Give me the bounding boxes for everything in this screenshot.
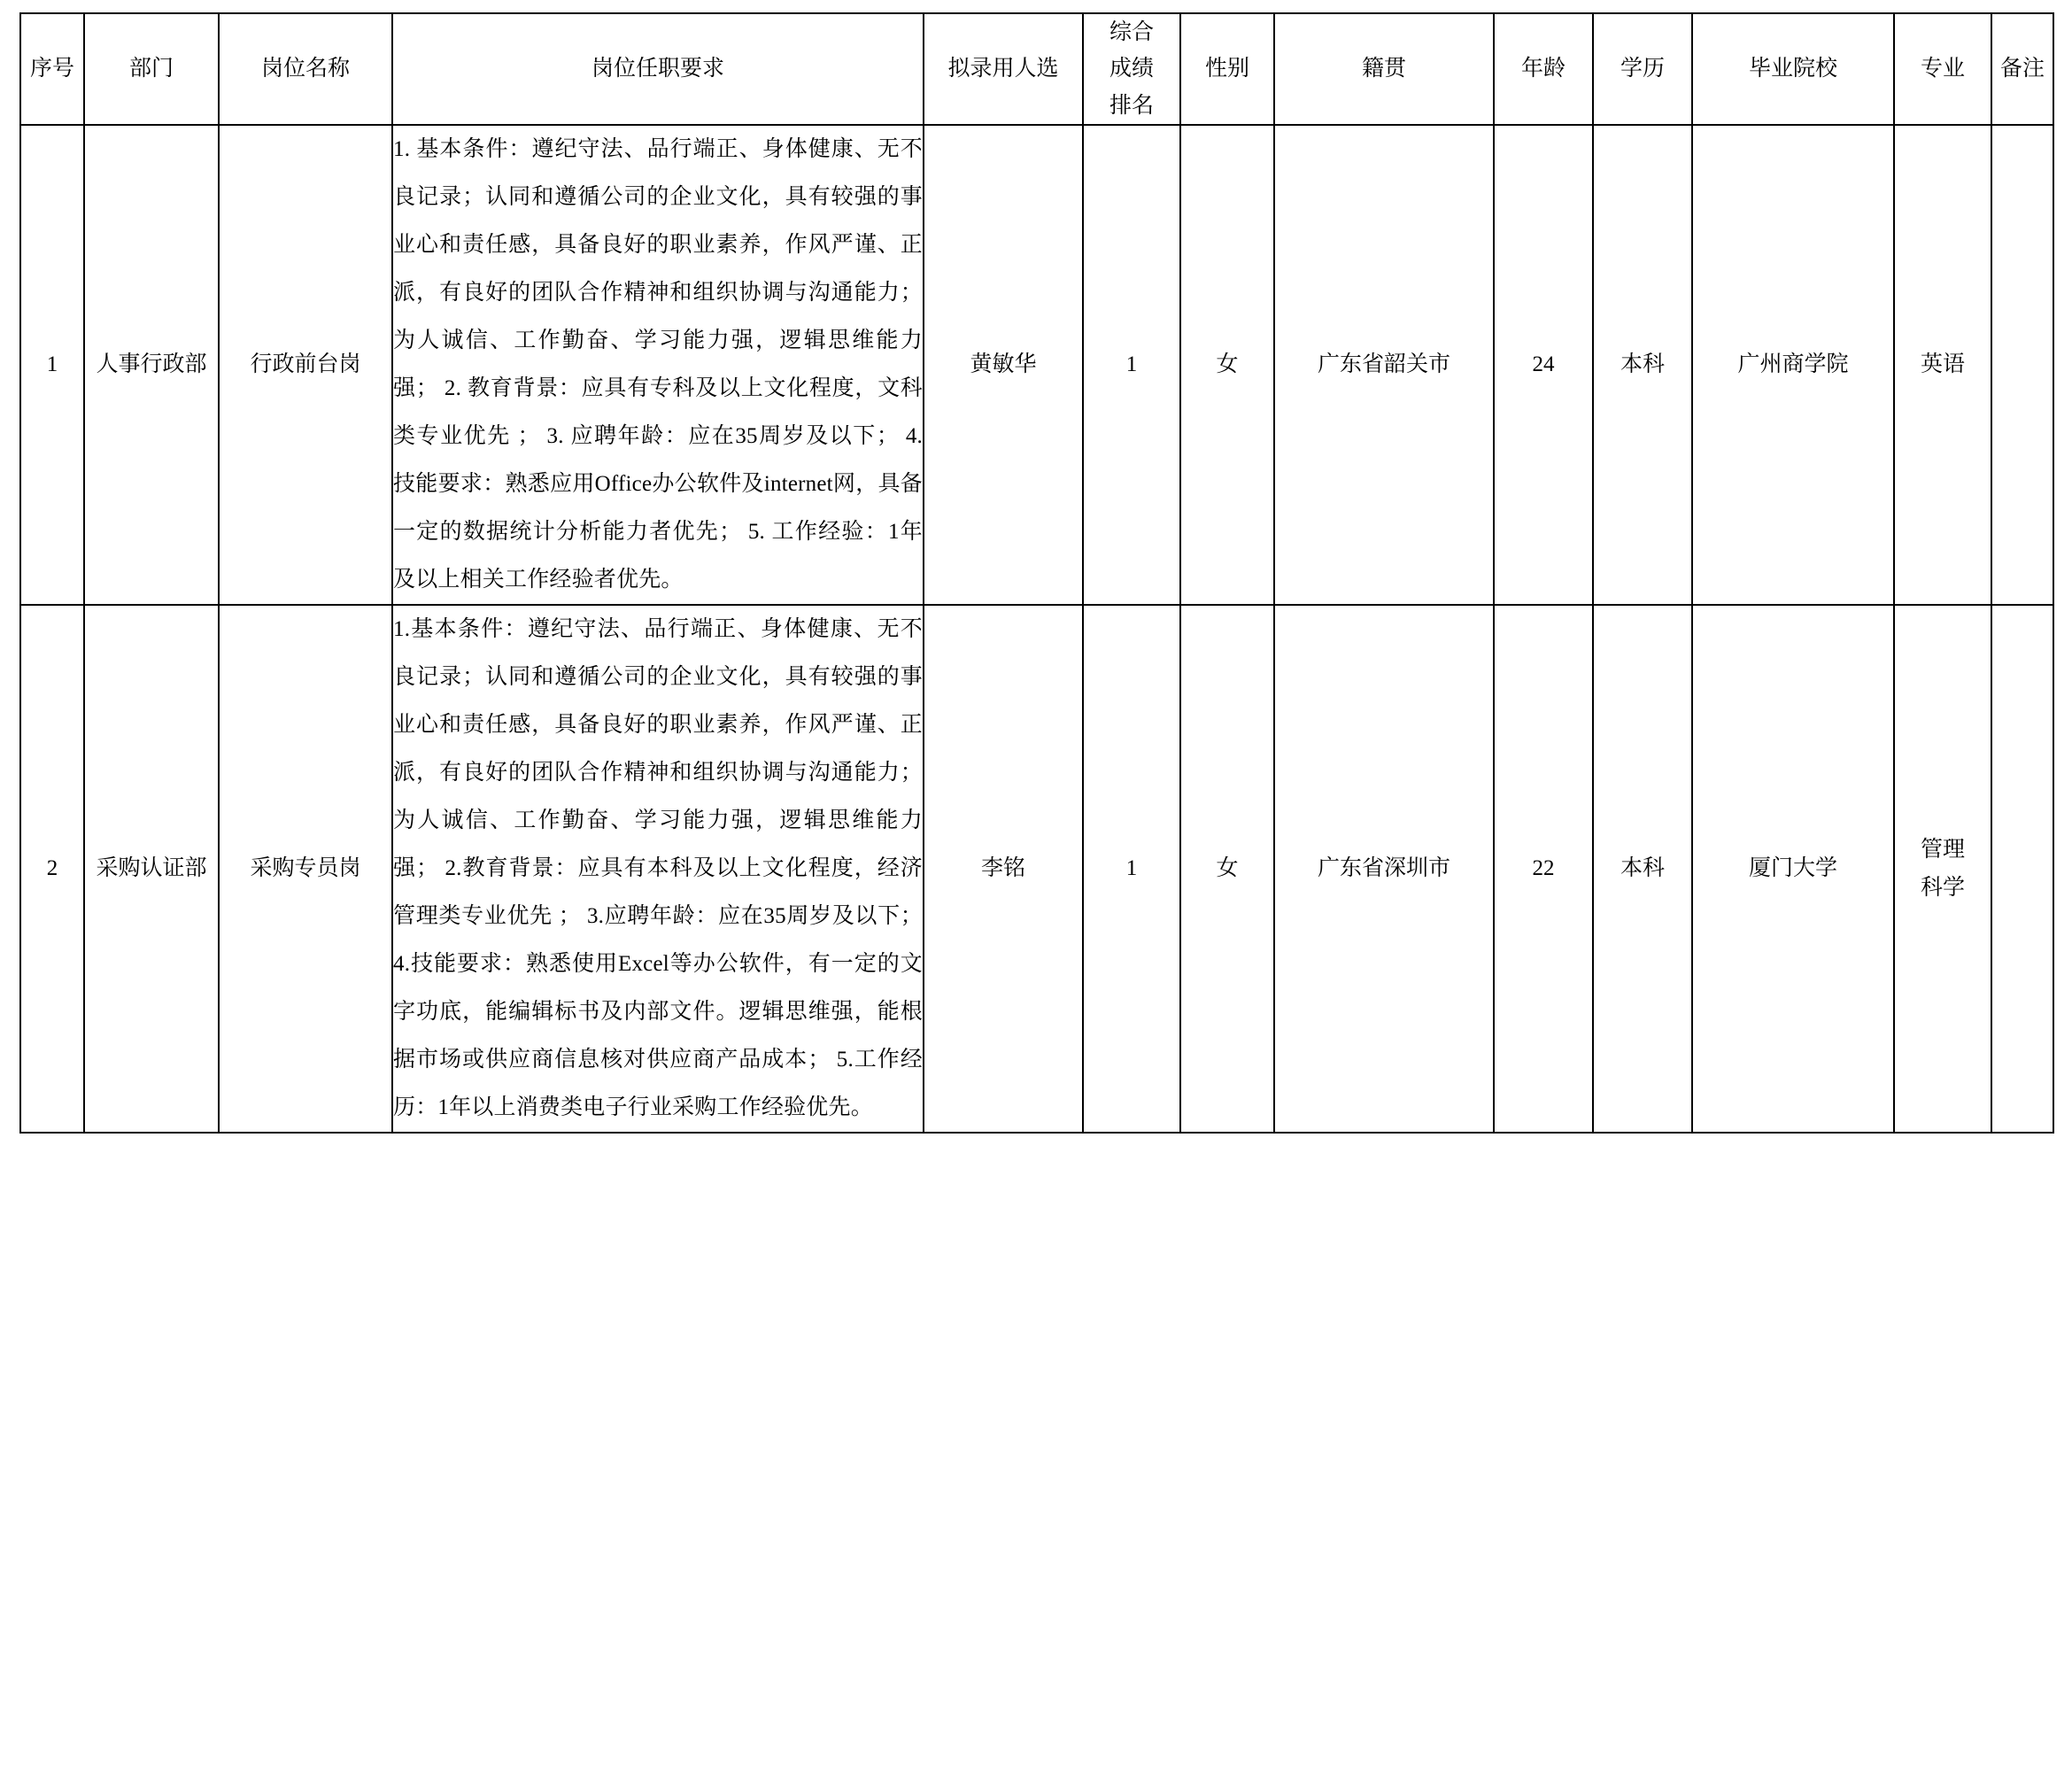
major-line: 英语 (1920, 352, 1965, 377)
header-remark: 备注 (1991, 13, 2053, 125)
requirements-text: 1. 基本条件：遵纪守法、品行端正、身体健康、无不良记录；认同和遵循公司的企业文化，具有较强的事业心和责任感，具备良好的职业素养，作风严谨、正派，有良好的团队合作精神和组织协调与沟通能力；为人诚信、工作勤奋、学习能力强，逻辑思维能力强； 2. 教育背景：应具有专科及以上文化程度，文科类专业优先 ； 3. 应聘年龄：应在35周岁及以下； 4. 技能要求：熟悉应用Office办公软件及internet网，具备一定的数据统计分析能力者优先； 5. 工作经验：1年及以上相关工作经验者优先。 (393, 136, 923, 592)
major-line: 科学 (1920, 875, 1965, 900)
cell-school: 厦门大学 (1692, 605, 1894, 1133)
cell-native-place: 广东省韶关市 (1274, 125, 1494, 605)
cell-major (1894, 125, 1991, 605)
cell-requirements (392, 125, 924, 605)
cell-gender: 女 (1180, 605, 1274, 1133)
cell-gender: 女 (1180, 125, 1274, 605)
header-gender: 性别 (1180, 13, 1274, 125)
cell-index: 2 (20, 605, 84, 1133)
cell-school: 广州商学院 (1692, 125, 1894, 605)
cell-post: 采购专员岗 (219, 605, 392, 1133)
table-row (20, 125, 2053, 605)
header-rank (1083, 13, 1180, 125)
major-line: 管理 (1920, 837, 1965, 862)
header-rank-line2: 成绩 (1109, 57, 1154, 81)
header-native-place: 籍贯 (1274, 13, 1494, 125)
cell-index: 1 (20, 125, 84, 605)
header-dept: 部门 (84, 13, 219, 125)
cell-rank: 1 (1083, 125, 1180, 605)
cell-native-place: 广东省深圳市 (1274, 605, 1494, 1133)
header-candidate: 拟录用人选 (924, 13, 1083, 125)
header-major: 专业 (1894, 13, 1991, 125)
cell-education: 本科 (1593, 605, 1692, 1133)
header-post: 岗位名称 (219, 13, 392, 125)
cell-post: 行政前台岗 (219, 125, 392, 605)
header-rank-line1: 综合 (1109, 20, 1154, 44)
header-rank-line3: 排名 (1109, 93, 1154, 118)
recruitment-table (19, 12, 2054, 1134)
header-row (20, 13, 2053, 125)
requirements-text: 1.基本条件：遵纪守法、品行端正、身体健康、无不良记录；认同和遵循公司的企业文化，具有较强的事业心和责任感，具备良好的职业素养，作风严谨、正派，有良好的团队合作精神和组织协调与沟通能力；为人诚信、工作勤奋、学习能力强，逻辑思维能力强； 2.教育背景：应具有本科及以上文化程度，经济管理类专业优先 ； 3.应聘年龄：应在35周岁及以下； 4.技能要求：熟悉使用Excel等办公软件，有一定的文字功底，能编辑标书及内部文件。逻辑思维强，能根据市场或供应商信息核对供应商产品成本； 5.工作经历：1年以上消费类电子行业采购工作经验优先。 (393, 616, 923, 1119)
cell-dept: 人事行政部 (84, 125, 219, 605)
cell-dept: 采购认证部 (84, 605, 219, 1133)
cell-candidate: 黄敏华 (924, 125, 1083, 605)
cell-rank: 1 (1083, 605, 1180, 1133)
cell-major (1894, 605, 1991, 1133)
header-age: 年龄 (1494, 13, 1593, 125)
cell-remark (1991, 125, 2053, 605)
header-school: 毕业院校 (1692, 13, 1894, 125)
table-row (20, 605, 2053, 1133)
cell-age: 22 (1494, 605, 1593, 1133)
cell-requirements (392, 605, 924, 1133)
cell-education: 本科 (1593, 125, 1692, 605)
header-index: 序号 (20, 13, 84, 125)
header-education: 学历 (1593, 13, 1692, 125)
table-body (20, 125, 2053, 1133)
cell-age: 24 (1494, 125, 1593, 605)
cell-remark (1991, 605, 2053, 1133)
cell-candidate: 李铭 (924, 605, 1083, 1133)
header-requirements: 岗位任职要求 (392, 13, 924, 125)
table-header (20, 13, 2053, 125)
